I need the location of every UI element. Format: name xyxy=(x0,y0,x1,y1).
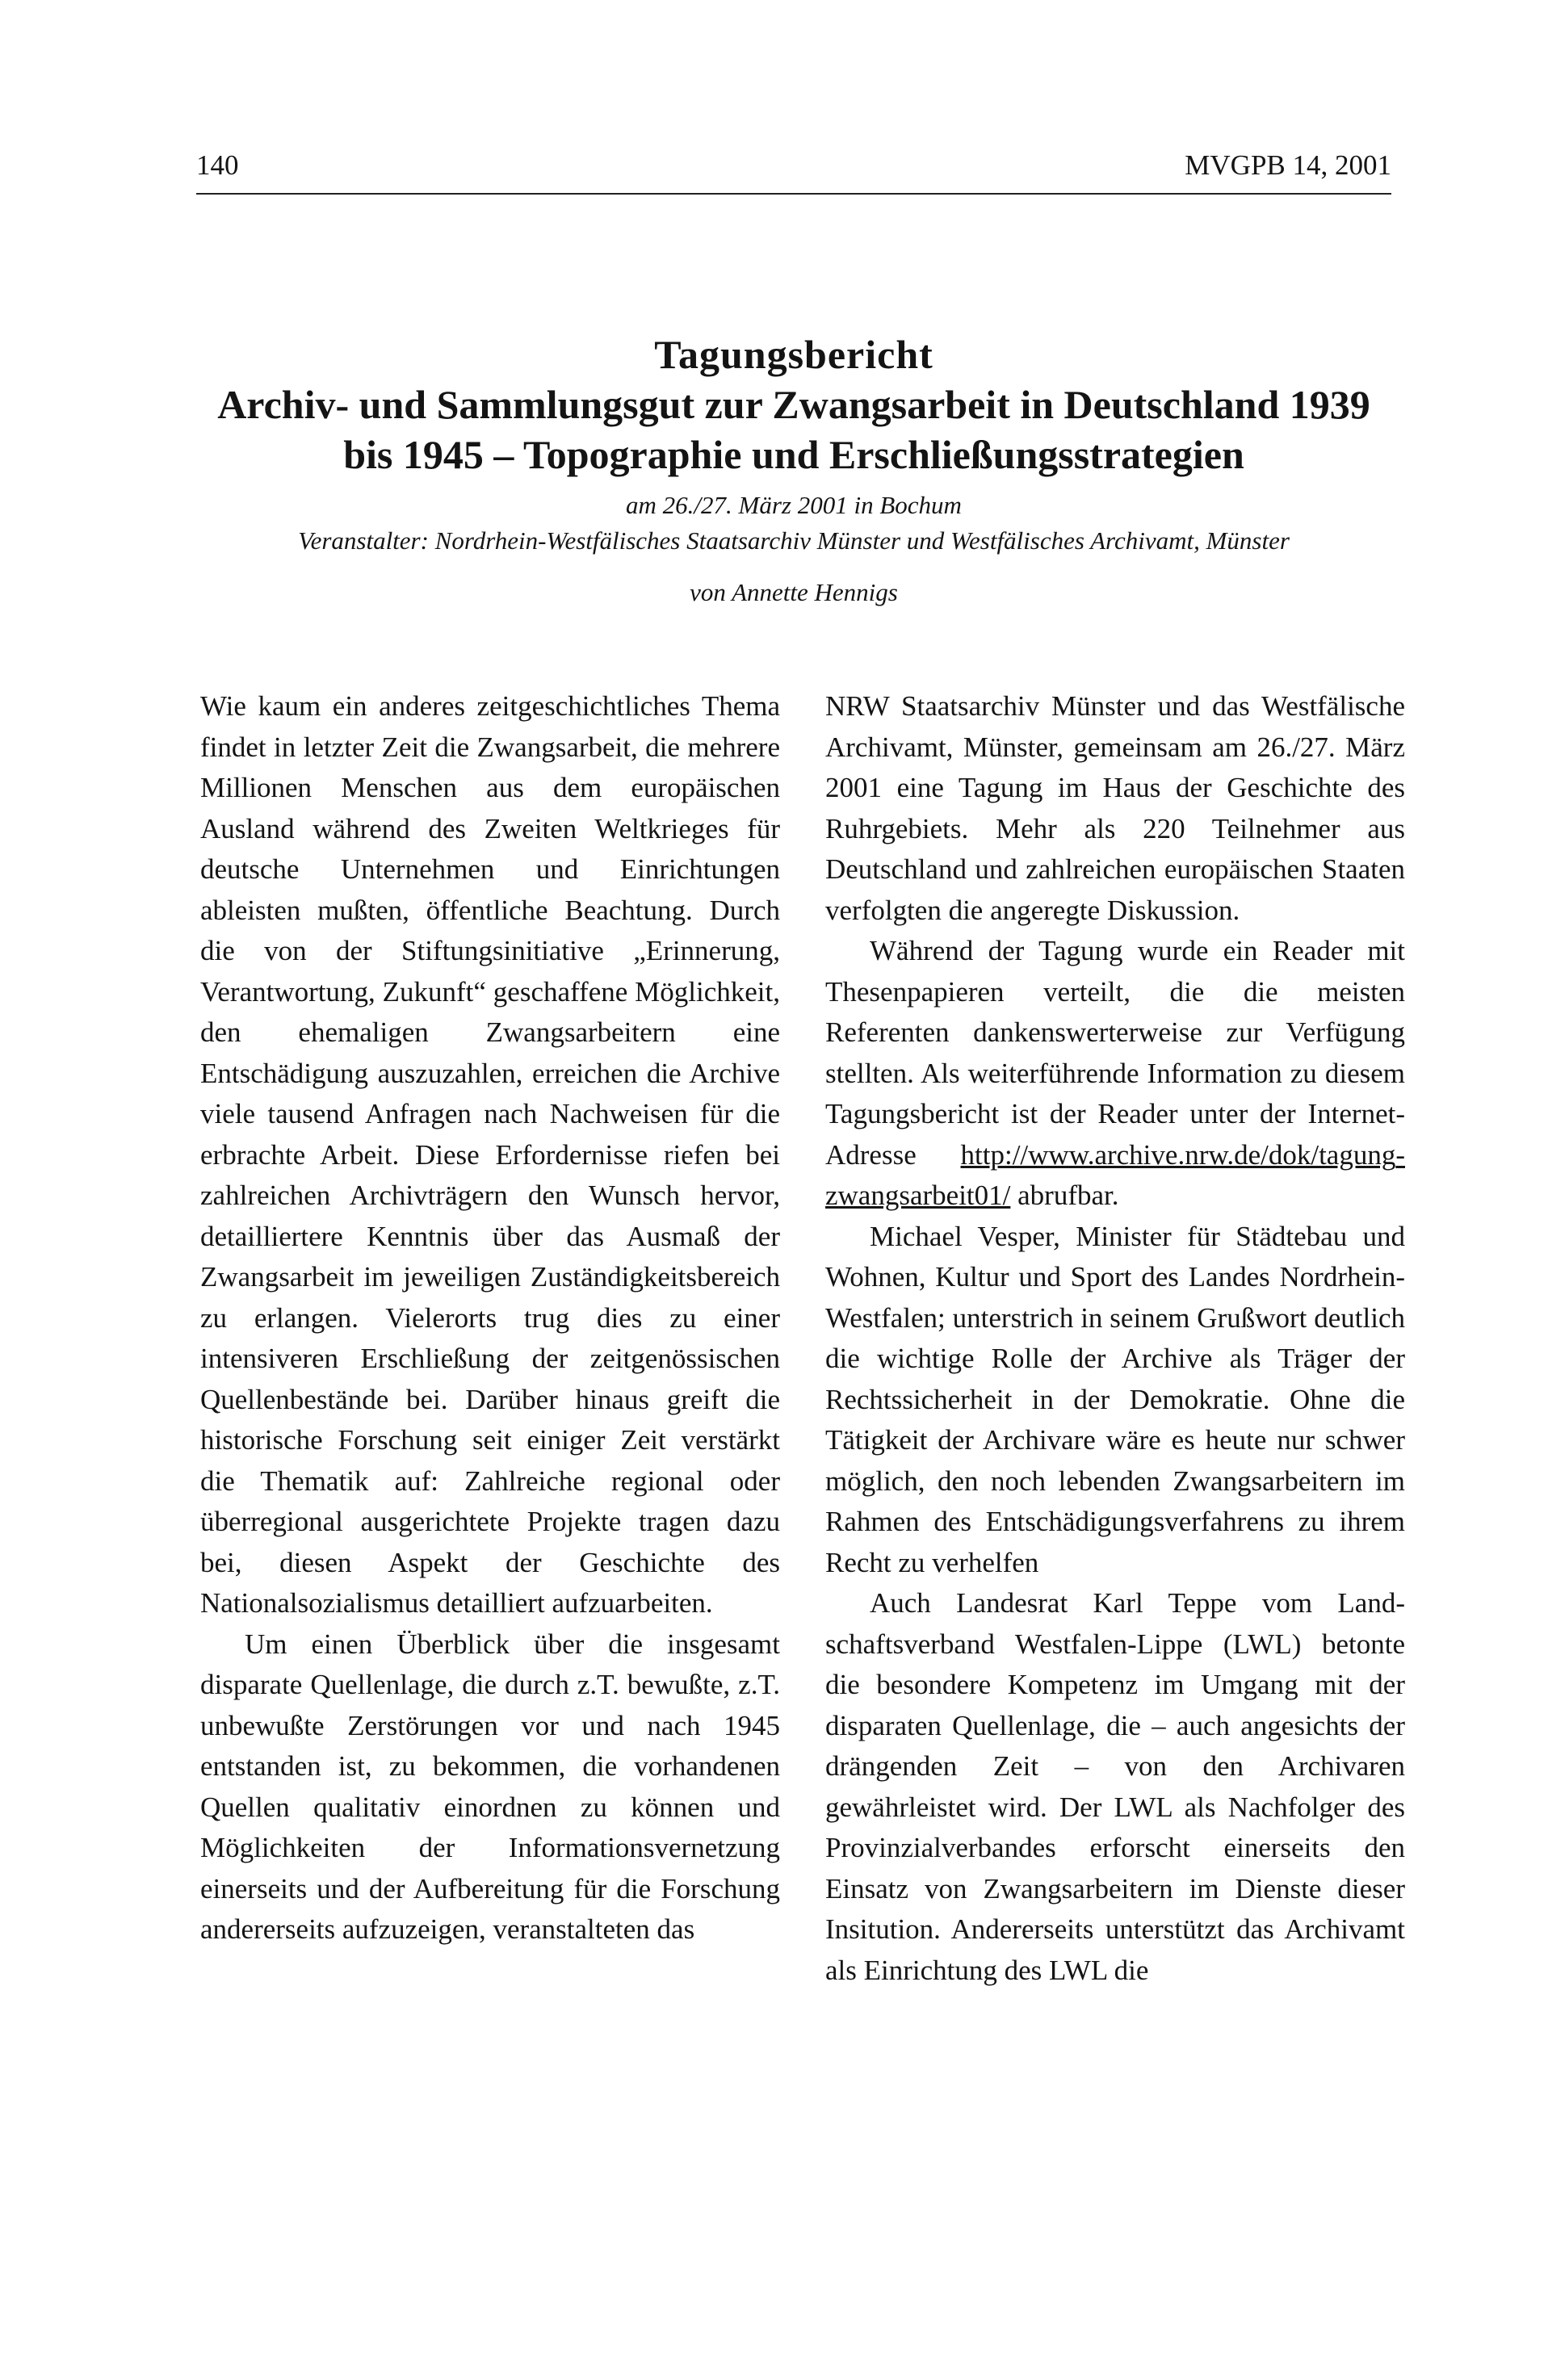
journal-citation: MVGPB 14, 2001 xyxy=(1185,149,1391,181)
paragraph-text: Während der Tagung wurde ein Reader mit Thesenpapieren verteilt, die die meisten Referenten dankenswerterweise zur Verfügung stellten. Als weiterführende Information zu diesem Tagungsbericht ist der Reader unter der Internet-Adresse xyxy=(825,935,1405,1171)
paragraph: Um einen Überblick über die insgesamt disparate Quellenlage, die durch z.T. bewußte, z.T. unbewußte Zerstörungen vor und nach 1945 entstanden ist, zu bekommen, die vorhandenen Quellen qualitativ einordnen zu können und Möglichkeiten der Informationsvernetzung einerseits und der Aufbereitung für die Forschung andererseits aufzuzeigen, veranstalteten das xyxy=(200,1628,780,1945)
article-title: Archiv- und Sammlungsgut zur Zwangsarbeit in Deutschland 1939 bis 1945 – Topographie und Erschließungsstrategien xyxy=(217,382,1370,477)
article-author: von Annette Hennigs xyxy=(690,578,898,606)
paragraph-text: abrufbar. xyxy=(1017,1180,1119,1211)
paragraph-with-link xyxy=(825,931,1405,1217)
conference-organizer: Veranstalter: Nordrhein-Westfälisches Staatsarchiv Münster und Westfälisches Archivamt, Münster xyxy=(298,526,1290,555)
running-header xyxy=(196,149,1391,195)
paragraph: Michael Vesper, Minister für Städtebau und Wohnen, Kultur und Sport des Landes Nordrhein-Westfalen; unterstrich in seinem Grußwort deutlich die wichtige Rolle der Archive als Träger der Rechtssicherheit in der Demokratie. Ohne die Tätigkeit der Archivare wäre es heute nur schwer möglich, den noch lebenden Zwangsarbeitern im Rahmen des Entschädigungsverfahrens zu ihrem Recht zu verhelfen xyxy=(825,1220,1405,1578)
paragraph: NRW Staatsarchiv Münster und das Westfälische Archivamt, Münster, gemeinsam am 26./27. März 2001 eine Tagung im Haus der Geschichte des Ruhrgebiets. Mehr als 220 Teilnehmer aus Deutschland und zahlreichen europäischen Staaten verfolgten die angeregte Diskussion. xyxy=(825,690,1405,926)
paragraph: Auch Landesrat Karl Teppe vom Landschaftsverband Westfalen-Lippe (LWL) betonte die besondere Kompetenz im Umgang mit der disparaten Quellenlage, die – auch angesichts der drängenden Zeit – von den Archivaren gewährleistet wird. Der LWL als Nachfolger des Provinzialverbandes erforscht einerseits den Einsatz von Zwangsarbeitern im Dienste dieser Insitution. Andererseits unterstützt das Archivamt als Einrichtung des LWL die xyxy=(825,1587,1405,1986)
paragraph: Wie kaum ein anderes zeitgeschichtliches Thema findet in letzter Zeit die Zwangsarbeit, die mehrere Millionen Menschen aus dem europäischen Ausland während des Zweiten Weltkrieges für deutsche Unternehmen und Einrichtungen ableisten mußten, öffentliche Beachtung. Durch die von der Stiftungsinitiative „Erinnerung, Verantwortung, Zukunft“ geschaffene Möglichkeit, den ehemaligen Zwangsarbeitern eine Entschädigung auszuzahlen, erreichen die Archive viele tausend Anfragen nach Nachweisen für die erbrachte Arbeit. Diese Erfordernisse riefen bei zahlreichen Archivträgern den Wunsch hervor, detailliertere Kenntnis über das Ausmaß der Zwangsarbeit im jeweiligen Zuständigkeitsbereich zu erlangen. Vielerorts trug dies zu einer intensiveren Erschließung der zeitgenössischen Quellenbestände bei. Darüber hinaus greift die historische Forschung seit einiger Zeit verstärkt die Thematik auf: Zahlreiche regional oder überregional ausgerichtete Projekte tragen dazu bei, diesen Aspekt der Geschichte des Nationalsozialismus detailliert aufzuarbeiten. xyxy=(200,690,780,1619)
page-number: 140 xyxy=(196,149,239,181)
article-heading xyxy=(196,329,1391,610)
conference-date: am 26./27. März 2001 in Bochum xyxy=(626,491,962,519)
right-column xyxy=(825,686,1405,1991)
reader-url-link[interactable]: http://www.archive.nrw.de/dok/tagungzwangsarbeit01/ xyxy=(825,1138,1405,1211)
report-type-label: Tagungsbericht xyxy=(654,332,933,377)
left-column xyxy=(200,686,780,1951)
